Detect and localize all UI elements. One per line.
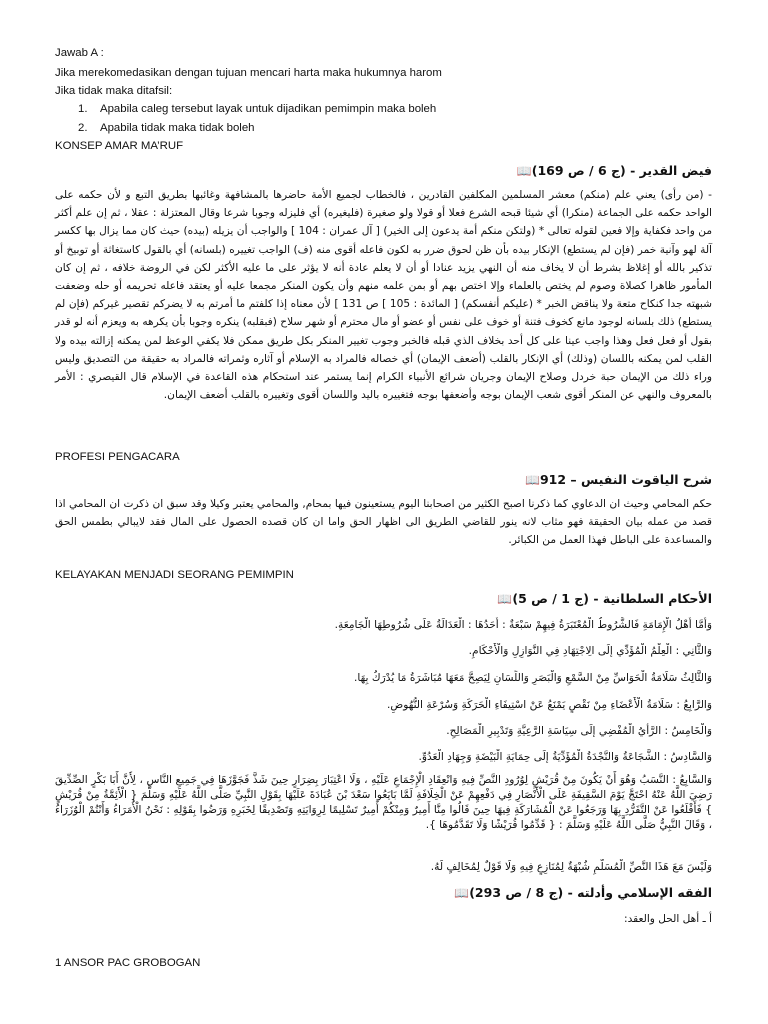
- condition-line-4: وَالرَّابِعُ : سَلَامَةُ الْأَعْضَاءِ مِنْ نَقْصٍ يَمْنَعُ عَنْ اسْتِيفَاءِ الْحَرَكَةِ وَسُرْعَةِ النُّهُوضِ.: [387, 699, 712, 711]
- list-item-number: 2.: [78, 122, 88, 134]
- book-icon: 📖: [525, 473, 540, 487]
- reference-pemimpin: [493, 591, 712, 607]
- condition-line-5: وَالْخَامِسُ : الرَّأْيُ الْمُفْضِي إلَى سِيَاسَةِ الرَّعِيَّةِ وَتَدْبِيرِ الْمَصَالِحِ.: [446, 725, 712, 737]
- reference-fiqh: [450, 885, 712, 901]
- pengacara-paragraph: حكم المحامي وحيث ان الدعاوي كما ذكرنا اصبح الكثير من اصحابنا اليوم يستعينون فيها بمحام, والمحامي يعتبر وكيلا وقد سبق ان ذكرت ان المحامي اذا قصد من عمله بيان الحقيقة فهو مثاب لانه ينور للقاضي الطريق الى اظهار الحق واما ان كان قصده الحصول على المال فقد لايبالي بطمس الحق والمساعدة على الباطل فهذا العمل من الكبائر.: [55, 498, 712, 547]
- book-icon: 📖: [497, 592, 513, 606]
- book-icon: 📖: [516, 164, 532, 178]
- intro-line-2: Jika tidak maka ditafsil:: [55, 85, 173, 97]
- fiqh-line: أ ـ أهل الحل والعقد:: [624, 913, 712, 925]
- list-item-text: Apabila tidak maka tidak boleh: [100, 122, 255, 134]
- amar-paragraph: - (من رأى) يعني علم (منكم) معشر المسلمين المكلفين القادرين ، فالخطاب لجميع الأمة حاضرها بالمشافهة وغائبها بطريق التبع و لأن حكمه على الواحد حكمه على الجماعة (منكرا) أي شيئا قبحه الشرع فعلا أو قولا ولو صغيرة (فليغيره) أي فليزله وجوبا شرعا وقال المعتزلة : عقلا ، ثم إن علم أكثر من واحد فكفاية وإلا فعين لقوله تعالى * (ولتكن منكم أمة يدعون إلى الخير) [ آل عمران : 104 ] والواجب أن يزيله (بيده) حيث كان مما يزال بها ككسر آلة لهو وآنية خمر (فإن لم يستطع) الإنكار بيده بأن ظن لحوق ضرر به لكون فاعله أقوى منه (ف) الواجب تغييره (بلسانه) أي بالقول كاستغاثة أو توبيخ أو تذكير بالله أو إغلاظ بشرط أن لا يخاف منه أن النهي يزيد عنادا أو أن لا يعلم عادة أنه لا يؤثر على ما عليه الأكثر لكن في الروضة خلافه ، ثم إن كان المأمور ظاهرا كصلاة وصوم لم يختص بالعلماء وإلا اختص بهم أو بمن علمه منهم وأن يكون المنكر مجمعا عليه أو يعتقد فاعله تحريمه أو حله وضعفت شبهته جدا كنكاح متعة ولا يناقض الخبر * (عليكم أنفسكم) [ المائدة : 105 ] ص 131 ] لأن معناه إذا كلفتم ما أمرتم به لا يضركم تقصير غيركم (فإن لم يستطع) ذلك بلسانه لوجود مانع كخوف فتنة أو خوف على نفس أو عضو أو مال محترم أو شهر سلاح (فبقلبه) ينكره وجوبا بأن يكرهه به ويعزم أنه لو قدر بقول أو فعل فعل وهذا واجب عينا على كل أحد بخلاف الذي قبله فالخبر وجوب تغيير المنكر بكل طريق ممكن فلا يكفي الوعظ لمن يمكنه إزالته بيده ولا القلب لمن يمكنه باللسان (وذلك) أي الإنكار بالقلب (أضعف الإيمان) أي خصاله فالمراد به الإسلام أو آثاره وثمراته فالمراد به حقيقة من التصديق وليس وراء ذلك من الإيمان حبة خردل وصلاح الإيمان وجريان شرائع الأنبياء الكرام إنما يستمر عند استحكام هذه القاعدة في الإسلام قال القيصري : الأمر بالمعروف والنهي عن المنكر أقوى شعب الإيمان بوجه وأضعفها بوجه فتغييره باليد واللسان أقوى وتغييره بالقلب أضعف الإيمان.: [55, 189, 713, 402]
- section-heading-pengacara: PROFESI PENGACARA: [55, 451, 180, 463]
- intro-line-1: Jika merekomedasikan dengan tujuan mencari harta maka hukumnya harom: [55, 67, 442, 79]
- list-item: [78, 121, 255, 136]
- reference-amar: [513, 163, 712, 179]
- reference-text: الفقه الإسلامي وأدلته - (ج 8 / ص 293): [469, 885, 712, 900]
- reference-pengacara: [521, 472, 712, 488]
- list-item: [78, 102, 436, 117]
- condition-seventh: وَالسَّابِعُ : النَّسَبُ وَهُوَ أَنْ يَكُونَ مِنْ قُرَيْشٍ لِوُرُودِ النَّصِّ فِيهِ وَانْعِقَادِ الْإِجْمَاعِ عَلَيْهِ ، وَلَا اعْتِبَارَ بِضِرَارٍ حِينَ شَذَّ فَجَوَّزَهَا فِي جَمِيعِ النَّاسِ ، لِأَنَّ أَبَا بَكْرٍ الصِّدِّيقَ رَضِيَ اللَّهُ عَنْهُ احْتَجَّ يَوْمَ السَّقِيفَةِ عَلَى الْأَنْصَارِ فِي دَفْعِهِمْ عَنْ الْخِلَافَةِ لَمَّا بَايَعُوا سَعْدَ بْنَ عُبَادَةَ عَلَيْهَا بِقَوْلِ النَّبِيِّ صَلَّى اللَّهُ عَلَيْهِ وَسَلَّمَ { الْأَئِمَّةُ مِنْ قُرَيْشٍ } فَأَقْلَعُوا عَنْ التَّفَرُّدِ بِهَا وَرَجَعُوا عَنْ الْمُشَارَكَةِ فِيهَا حِينَ قَالُوا مِنَّا أَمِيرٌ وَمِنْكُمْ أَمِيرٌ تَسْلِيمًا لِرِوَايَتِهِ وَتَصْدِيقًا لِخَبَرِهِ وَرَضُوا بِقَوْلِهِ : نَحْنُ الْأُمَرَاءُ وَأَنْتُمْ الْوُزَرَاءُ ، وَقَالَ النَّبِيُّ صَلَّى اللَّهُ عَلَيْهِ وَسَلَّمَ : { قَدِّمُوا قُرَيْشًا وَلَا تَقَدَّمُوهَا }.: [55, 774, 712, 831]
- section-heading-amar: KONSEP AMAR MA’RUF: [55, 140, 184, 152]
- jawab-label: Jawab A :: [55, 47, 104, 59]
- page-footer: 1 ANSOR PAC GROBOGAN: [55, 957, 201, 969]
- condition-line-3: وَالثَّالِثُ سَلَامَةُ الْحَوَاسِّ مِنْ السَّمْعِ وَالْبَصَرِ وَاللِّسَانِ لِيَصِحَّ مَعَهَا مُبَاشَرَةُ مَا يُدْرَكُ بِهَا.: [354, 672, 712, 684]
- list-item-number: 1.: [78, 103, 88, 115]
- condition-line-2: وَالثَّانِي : الْعِلْمُ الْمُؤَدِّي إلَى الِاجْتِهَادِ فِي النَّوَازِلِ وَالْأَحْكَامِ.: [468, 645, 712, 657]
- condition-line-6: وَالسَّادِسُ : الشَّجَاعَةُ وَالنَّجْدَةُ الْمُؤَدِّيَةُ إلَى حِمَايَةِ الْبَيْضَةِ وَجِهَادِ الْعَدُوِّ.: [418, 751, 712, 763]
- condition-line-1: وَأَمَّا أَهْلُ الْإِمَامَةِ فَالشُّرُوطُ الْمُعْتَبَرَةُ فِيهِمْ سَبْعَةٌ : أَحَدُهَا : الْعَدَالَةُ عَلَى شُرُوطِهَا الْجَامِعَةِ.: [334, 619, 712, 631]
- book-icon: 📖: [454, 886, 470, 900]
- list-item-text: Apabila caleg tersebut layak untuk dijadikan pemimpin maka boleh: [100, 103, 437, 115]
- reference-text: فيض القدير - (ج 6 / ص 169): [531, 163, 712, 178]
- reference-text: شرح الياقوت النفيس – 912: [539, 472, 712, 487]
- reference-text: الأحكام السلطانية - (ج 1 / ص 5): [512, 591, 712, 606]
- section-heading-pemimpin: KELAYAKAN MENJADI SEORANG PEMIMPIN: [55, 569, 294, 581]
- closing-line: وَلَيْسَ مَعَ هَذَا النَّصِّ الْمُسَلَّمِ شُبْهَةٌ لِمُنَازِعٍ فِيهِ وَلَا قَوْلٌ لِمُخَالِفٍ لَهُ.: [430, 861, 712, 873]
